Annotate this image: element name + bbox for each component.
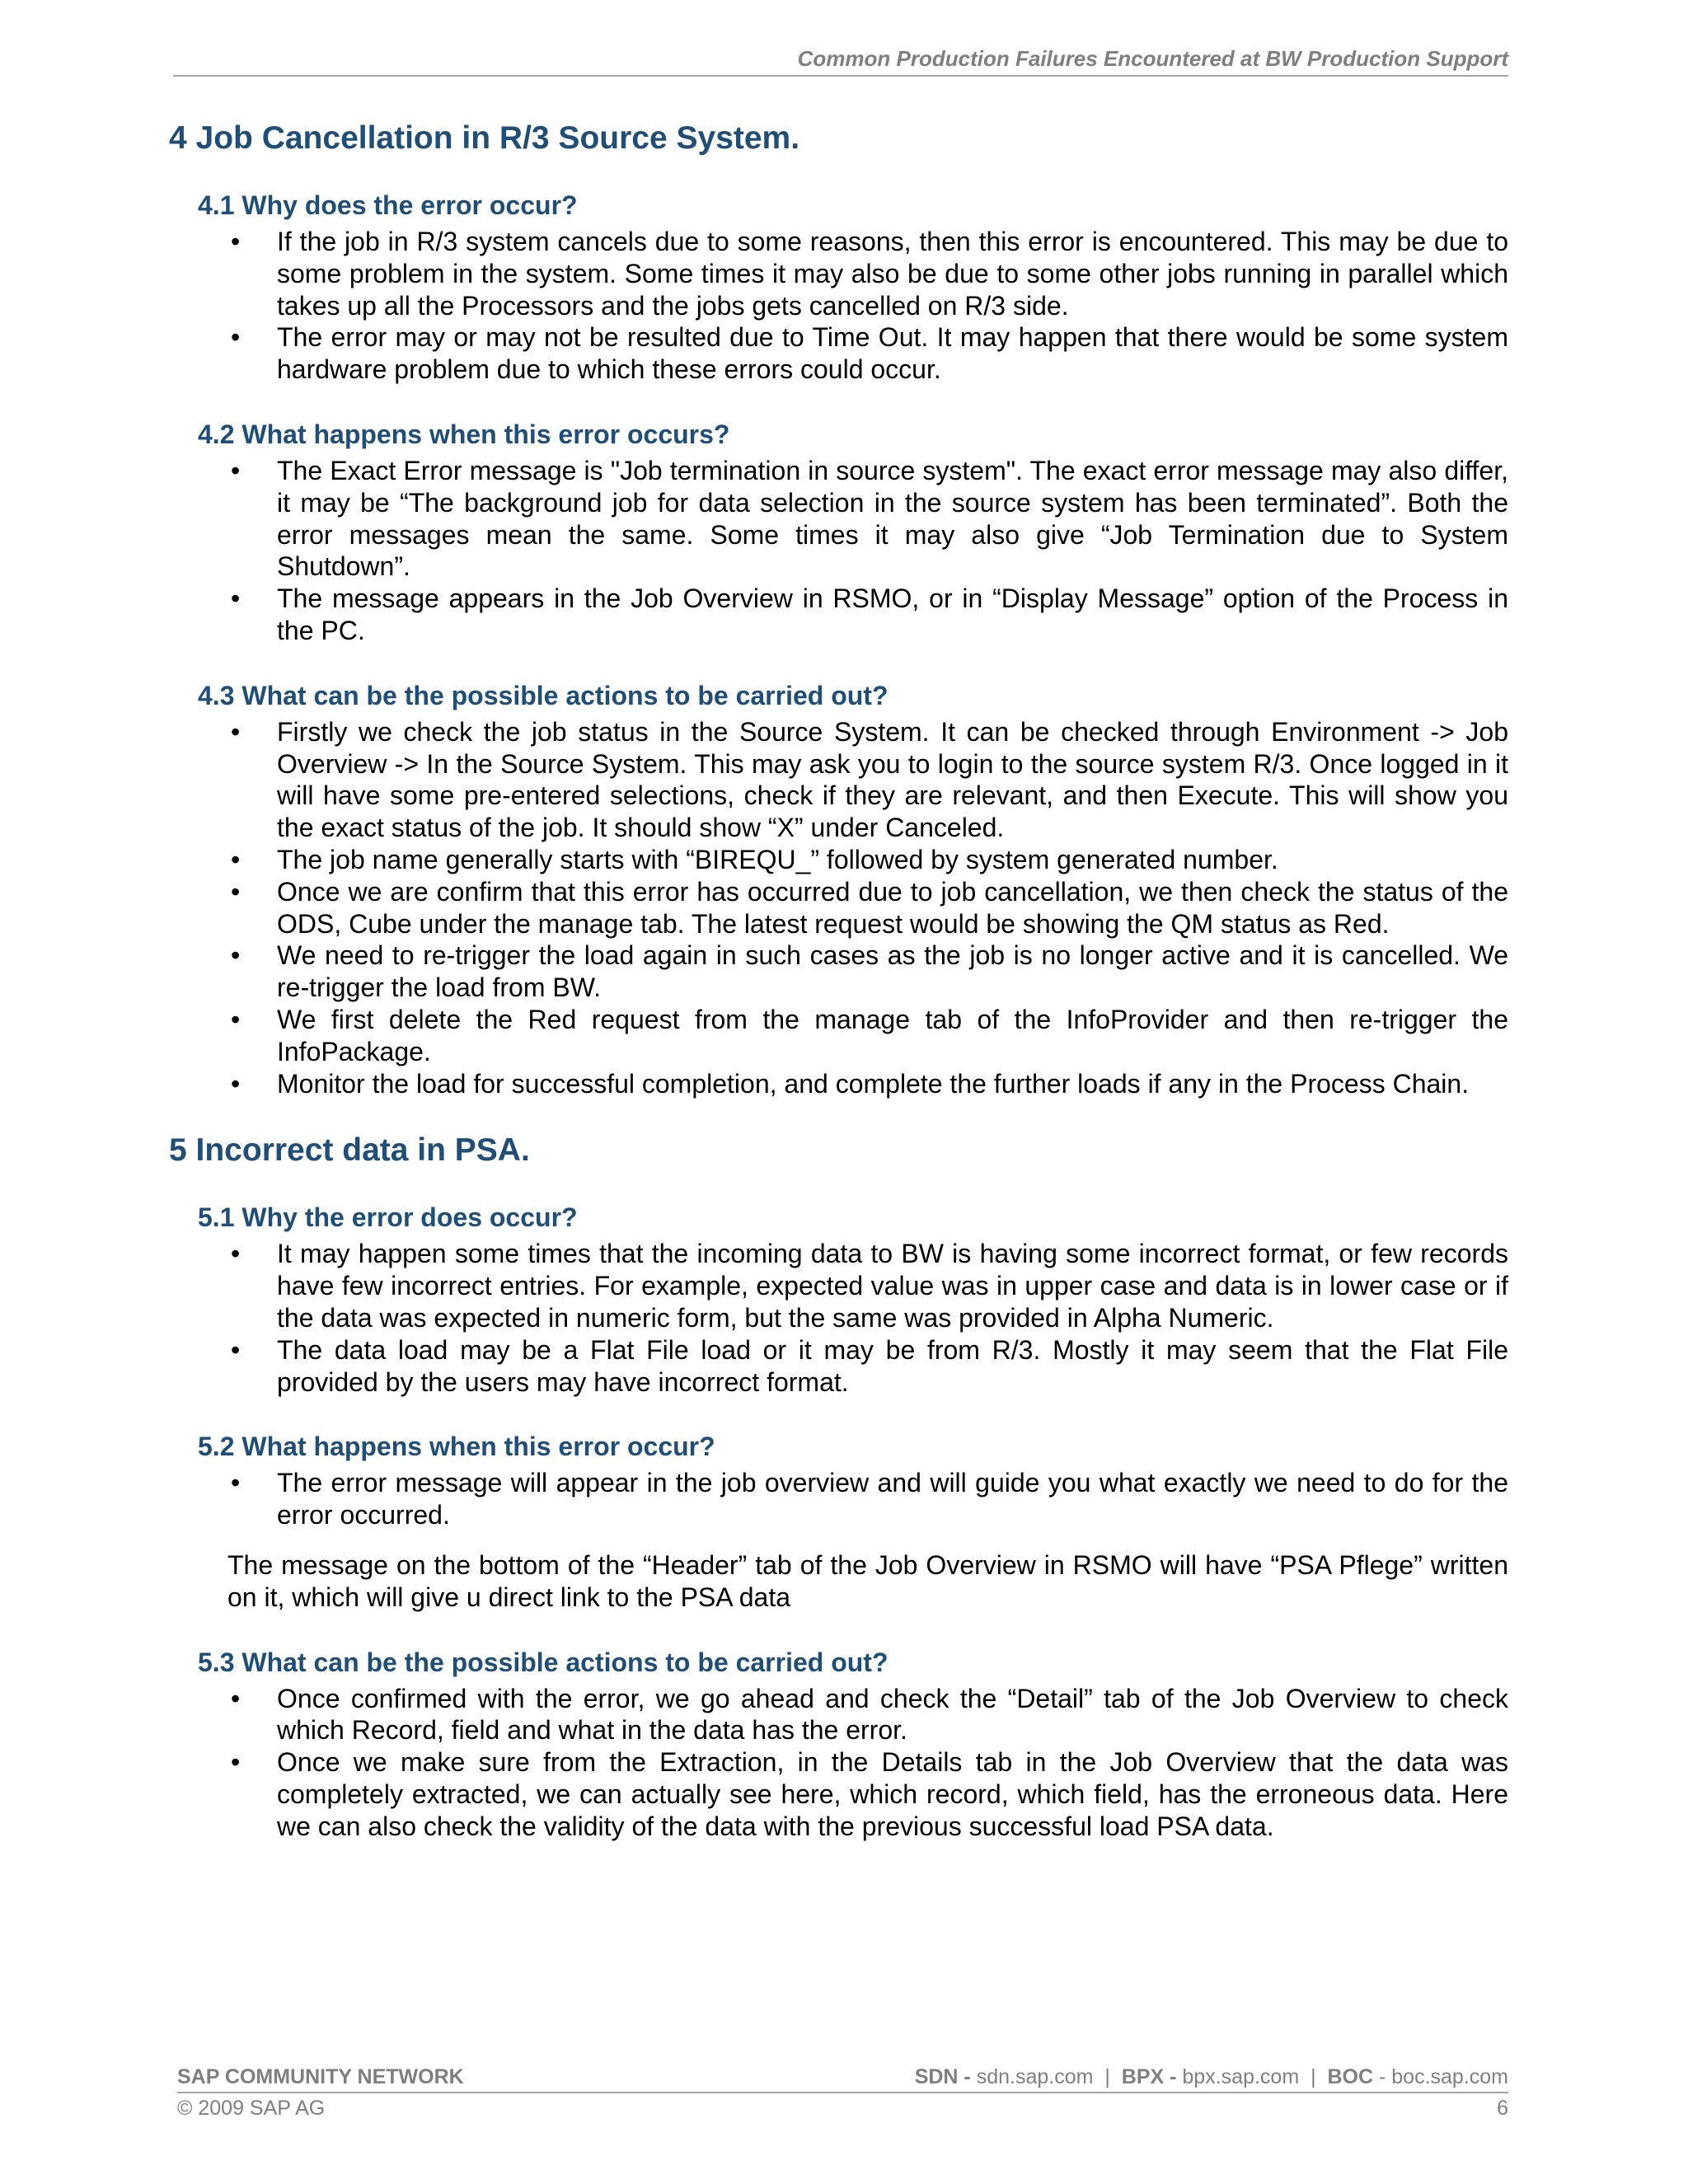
footer-sdn-label: SDN - bbox=[914, 2065, 971, 2088]
list-item: • Firstly we check the job status in the Source System. It can be checked through Environment -> Job Overview -> In the Source System. This may ask you to login to the source system R/3. Once logged in it will have some pre-entered selections, check if they are relevant, and then Execute. This will show you the exact status of the job. It should show “X” under Canceled. bbox=[169, 716, 1508, 844]
footer-bpx-label: BPX - bbox=[1121, 2065, 1177, 2088]
subsection-heading-5-1: 5.1 Why the error does occur? bbox=[198, 1202, 578, 1233]
list-item: • The error message will appear in the job overview and will guide you what exactly we need to do for the error occurred. bbox=[169, 1467, 1508, 1531]
bullet-list-5-3 bbox=[169, 1683, 1508, 1843]
list-item: • Once confirmed with the error, we go ahead and check the “Detail” tab of the Job Overview to check which Record, field and what in the data has the error. bbox=[169, 1683, 1508, 1747]
subsection-heading-4-1: 4.1 Why does the error occur? bbox=[198, 190, 578, 220]
list-item: • The job name generally starts with “BIREQU_” followed by system generated number. bbox=[169, 844, 1508, 876]
footer-separator: | bbox=[1311, 2065, 1316, 2088]
footer-boc-link[interactable]: - boc.sap.com bbox=[1378, 2065, 1508, 2088]
footer-links bbox=[915, 2065, 1508, 2089]
list-item: • It may happen some times that the incoming data to BW is having some incorrect format, or few records have few incorrect entries. For example, expected value was in upper case and data is in lower case or if the data was expected in numeric form, but the same was provided in Alpha Numeric. bbox=[169, 1238, 1508, 1333]
paragraph-psa-pflege: The message on the bottom of the “Header” tab of the Job Overview in RSMO will have “PSA Pflege” written on it, which will give u direct link to the PSA data bbox=[227, 1549, 1508, 1612]
list-item: • We need to re-trigger the load again in such cases as the job is no longer active and it is cancelled. We re-trigger the load from BW. bbox=[169, 940, 1508, 1004]
list-item: • The data load may be a Flat File load or it may be from R/3. Mostly it may seem that the Flat File provided by the users may have incorrect format. bbox=[169, 1334, 1508, 1399]
list-item: • Monitor the load for successful completion, and complete the further loads if any in the Process Chain. bbox=[169, 1068, 1508, 1100]
footer-separator: | bbox=[1104, 2065, 1110, 2088]
footer-boc-label: BOC bbox=[1327, 2065, 1374, 2088]
footer-bpx-link[interactable]: bpx.sap.com bbox=[1182, 2065, 1300, 2088]
section-heading-5: 5 Incorrect data in PSA. bbox=[169, 1132, 530, 1169]
footer-top-row bbox=[177, 2065, 1508, 2093]
list-item: • The error may or may not be resulted due to Time Out. It may happen that there would be some system hardware problem due to which these errors could occur. bbox=[169, 321, 1508, 386]
bullet-list-4-1 bbox=[169, 226, 1508, 386]
bullet-list-5-1 bbox=[169, 1238, 1508, 1398]
list-item: • The Exact Error message is "Job termination in source system". The exact error message may also differ, it may be “The background job for data selection in the source system has been terminated”. Both the error messages mean the same. Some times it may also give “Job Termination due to System Shutdown”. bbox=[169, 455, 1508, 583]
list-item: • The message appears in the Job Overview in RSMO, or in “Display Message” option of the Process in the PC. bbox=[169, 583, 1508, 647]
subsection-heading-5-3: 5.3 What can be the possible actions to be carried out? bbox=[198, 1647, 889, 1677]
list-item: • Once we make sure from the Extraction, in the Details tab in the Job Overview that the data was completely extracted, we can actually see here, which record, which field, has the erroneous data. Here we can also check the validity of the data with the previous successful load PSA data. bbox=[169, 1746, 1508, 1842]
subsection-heading-5-2: 5.2 What happens when this error occur? bbox=[198, 1432, 715, 1462]
list-item: • We first delete the Red request from the manage tab of the InfoProvider and then re-trigger the InfoPackage. bbox=[169, 1004, 1508, 1068]
bullet-list-4-2 bbox=[169, 455, 1508, 647]
running-header-title: Common Production Failures Encountered at BW Production Support bbox=[173, 46, 1508, 77]
document-body bbox=[169, 115, 1508, 1842]
page-number: 6 bbox=[1497, 2097, 1508, 2120]
footer-sdn-link[interactable]: sdn.sap.com bbox=[976, 2065, 1094, 2088]
list-item: • Once we are confirm that this error has occurred due to job cancellation, we then check the status of the ODS, Cube under the manage tab. The latest request would be showing the QM status as Red. bbox=[169, 876, 1508, 940]
subsection-heading-4-2: 4.2 What happens when this error occurs? bbox=[198, 419, 730, 449]
footer-network-name: SAP COMMUNITY NETWORK bbox=[177, 2065, 464, 2088]
bullet-list-5-2 bbox=[169, 1467, 1508, 1531]
subsection-heading-4-3: 4.3 What can be the possible actions to be carried out? bbox=[198, 680, 889, 710]
footer-copyright: © 2009 SAP AG bbox=[177, 2097, 326, 2120]
bullet-list-4-3 bbox=[169, 716, 1508, 1100]
list-item: • If the job in R/3 system cancels due to some reasons, then this error is encountered. This may be due to some problem in the system. Some times it may also be due to some other jobs running in parallel which takes up all the Processors and the jobs gets cancelled on R/3 side. bbox=[169, 226, 1508, 321]
section-heading-4: 4 Job Cancellation in R/3 Source System. bbox=[169, 120, 800, 156]
